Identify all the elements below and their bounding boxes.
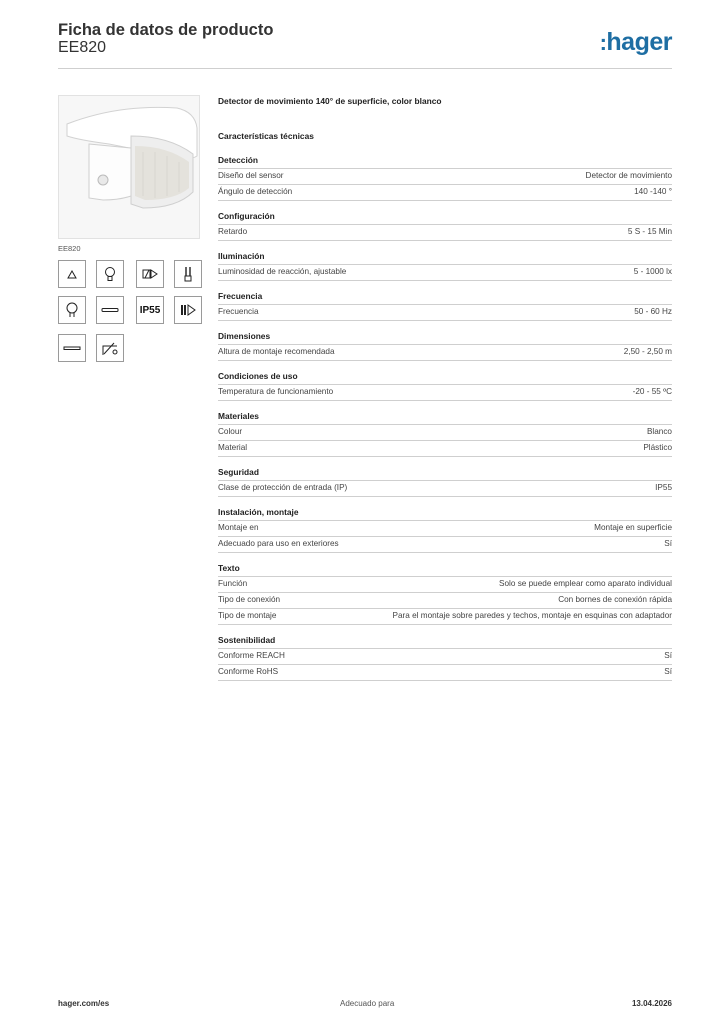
section-title: Sostenibilidad — [218, 635, 276, 645]
spec-section — [218, 410, 672, 457]
spec-row — [218, 520, 672, 536]
spec-section — [218, 634, 672, 681]
spec-label: Temperatura de funcionamiento — [218, 387, 334, 396]
section-title: Seguridad — [218, 467, 259, 477]
spec-row — [218, 424, 672, 440]
spec-row — [218, 344, 672, 361]
spec-section — [218, 466, 672, 497]
spec-label: Material — [218, 443, 248, 452]
spec-value: Plástico — [643, 443, 672, 452]
spec-value: 140 -140 ° — [634, 187, 672, 196]
product-description: Detector de movimiento 140° de superficie, color blanco — [218, 96, 442, 106]
section-rows — [218, 344, 672, 361]
spec-value: 5 S - 15 Min — [627, 227, 672, 236]
spec-row — [218, 384, 672, 401]
linear-lamp-icon — [58, 334, 86, 362]
spec-value: 50 - 60 Hz — [634, 307, 672, 316]
section-rows — [218, 224, 672, 241]
spec-section — [218, 250, 672, 281]
spec-row — [218, 608, 672, 625]
section-title: Condiciones de uso — [218, 371, 298, 381]
spec-section — [218, 562, 672, 625]
logo-text: hager — [606, 28, 672, 56]
footer-date: 13.04.2026 — [631, 999, 672, 1008]
spec-label: Frecuencia — [218, 307, 259, 316]
spec-row — [218, 440, 672, 457]
spec-section — [218, 370, 672, 401]
spec-row — [218, 576, 672, 592]
section-title: Configuración — [218, 211, 275, 221]
spec-label: Colour — [218, 427, 243, 436]
header-divider — [58, 68, 672, 69]
spec-value: 2,50 - 2,50 m — [623, 347, 672, 356]
spec-value: Montaje en superficie — [594, 523, 672, 532]
spec-label: Tipo de conexión — [218, 595, 281, 604]
energy-saving-lamp-icon — [174, 260, 202, 288]
section-rows — [218, 648, 672, 681]
ip-rating-label: IP55 — [139, 304, 161, 316]
spec-label: Altura de montaje recomendada — [218, 347, 335, 356]
spec-label: Montaje en — [218, 523, 259, 532]
section-rows — [218, 520, 672, 553]
spec-section — [218, 210, 672, 241]
footer-website[interactable]: hager.com/es — [58, 999, 110, 1008]
spec-row — [218, 536, 672, 553]
spec-value: Con bornes de conexión rápida — [558, 595, 672, 604]
spec-row — [218, 224, 672, 241]
spec-value: Sí — [664, 539, 672, 548]
incandescent-icon — [58, 296, 86, 324]
spec-label: Tipo de montaje — [218, 611, 277, 620]
section-title: Texto — [218, 563, 240, 573]
footer-note: Adecuado para — [340, 999, 395, 1008]
spec-content — [218, 96, 672, 690]
section-rows — [218, 304, 672, 321]
section-rows — [218, 424, 672, 457]
motor-load-icon — [96, 334, 124, 362]
spec-label: Función — [218, 579, 248, 588]
ceiling-light-icon — [58, 260, 86, 288]
spec-label: Luminosidad de reacción, ajustable — [218, 267, 347, 276]
image-caption: EE820 — [58, 244, 81, 253]
section-title: Materiales — [218, 411, 259, 421]
motion-detector-illustration — [59, 96, 199, 238]
spec-row — [218, 648, 672, 664]
bulb-icon — [96, 260, 124, 288]
led-driver-icon — [174, 296, 202, 324]
spec-section — [218, 506, 672, 553]
section-rows — [218, 576, 672, 625]
fluorescent-tube-icon — [96, 296, 124, 324]
spec-value: IP55 — [655, 483, 672, 492]
spec-label: Conforme REACH — [218, 651, 285, 660]
spec-label: Adecuado para uso en exteriores — [218, 539, 339, 548]
section-rows — [218, 480, 672, 497]
spec-label: Retardo — [218, 227, 248, 236]
section-rows — [218, 168, 672, 201]
spec-row — [218, 264, 672, 281]
spec-row — [218, 168, 672, 184]
section-title: Dimensiones — [218, 331, 271, 341]
page-title: Ficha de datos de producto — [58, 21, 274, 39]
spec-row — [218, 184, 672, 201]
spec-row — [218, 664, 672, 681]
section-title: Instalación, montaje — [218, 507, 299, 517]
ballast-icon — [136, 260, 164, 288]
spec-value: 5 - 1000 lx — [633, 267, 672, 276]
tech-heading: Características técnicas — [218, 131, 314, 141]
section-rows — [218, 264, 672, 281]
spec-row — [218, 592, 672, 608]
section-rows — [218, 384, 672, 401]
spec-section — [218, 290, 672, 321]
section-title: Frecuencia — [218, 291, 263, 301]
spec-value: Detector de movimiento — [585, 171, 672, 180]
spec-value: Para el montaje sobre paredes y techos, montaje en esquinas con adaptador — [392, 611, 672, 620]
spec-value: Solo se puede emplear como aparato individual — [499, 579, 672, 588]
spec-value: Blanco — [646, 427, 672, 436]
spec-section — [218, 154, 672, 201]
section-title: Iluminación — [218, 251, 265, 261]
spec-label: Conforme RoHS — [218, 667, 279, 676]
ip-rating-icon — [136, 296, 164, 324]
spec-section — [218, 330, 672, 361]
section-title: Detección — [218, 155, 259, 165]
spec-label: Ángulo de detección — [218, 187, 293, 196]
product-image — [58, 95, 200, 239]
product-code: EE820 — [58, 39, 107, 56]
spec-value: Sí — [664, 667, 672, 676]
spec-sections — [218, 154, 672, 681]
spec-value: Sí — [664, 651, 672, 660]
spec-label: Diseño del sensor — [218, 171, 284, 180]
spec-row — [218, 480, 672, 497]
spec-label: Clase de protección de entrada (IP) — [218, 483, 348, 492]
spec-value: -20 - 55 ºC — [632, 387, 672, 396]
spec-row — [218, 304, 672, 321]
hager-logo[interactable]: :hager — [599, 28, 672, 56]
